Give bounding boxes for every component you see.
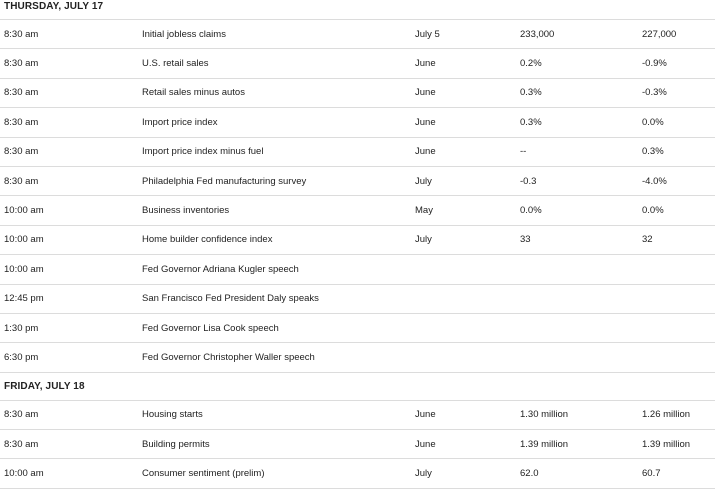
table-row <box>0 79 715 108</box>
forecast-cell: 0.3% <box>520 116 542 128</box>
time-cell: 8:30 am <box>4 175 39 187</box>
period-cell: June <box>415 146 436 158</box>
forecast-cell: 0.3% <box>520 87 542 99</box>
table-row <box>0 20 715 49</box>
table-row <box>0 108 715 137</box>
previous-cell: 60.7 <box>642 468 661 480</box>
table-row <box>0 49 715 78</box>
table-row <box>0 459 715 488</box>
event-cell: Initial jobless claims <box>142 28 226 40</box>
event-cell: Fed Governor Christopher Waller speech <box>142 351 315 363</box>
time-cell: 10:00 am <box>4 468 44 480</box>
table-row <box>0 226 715 255</box>
period-cell: July <box>415 234 432 246</box>
period-cell: June <box>415 409 436 421</box>
forecast-cell: 0.0% <box>520 205 542 217</box>
previous-cell: 0.0% <box>642 205 664 217</box>
previous-cell: 0.0% <box>642 116 664 128</box>
day-header: THURSDAY, JULY 17 <box>0 0 715 20</box>
event-cell: Retail sales minus autos <box>142 87 245 99</box>
event-cell: Import price index minus fuel <box>142 146 264 158</box>
event-cell: Business inventories <box>142 205 230 217</box>
time-cell: 8:30 am <box>4 87 39 99</box>
forecast-cell: 62.0 <box>520 468 539 480</box>
previous-cell: 1.26 million <box>642 409 691 421</box>
event-cell: Import price index <box>142 116 218 128</box>
forecast-cell: 33 <box>520 234 531 246</box>
time-cell: 8:30 am <box>4 58 39 70</box>
period-cell: July <box>415 175 432 187</box>
period-cell: June <box>415 116 436 128</box>
table-row <box>0 314 715 343</box>
forecast-cell: 1.30 million <box>520 409 569 421</box>
previous-cell: 0.3% <box>642 146 664 158</box>
previous-cell: 32 <box>642 234 653 246</box>
time-cell: 8:30 am <box>4 116 39 128</box>
day-header: FRIDAY, JULY 18 <box>0 373 715 401</box>
event-cell: Housing starts <box>142 409 203 421</box>
event-cell: Philadelphia Fed manufacturing survey <box>142 175 307 187</box>
previous-cell: 1.39 million <box>642 438 691 450</box>
event-cell: Building permits <box>142 438 210 450</box>
forecast-cell: 233,000 <box>520 28 555 40</box>
table-row <box>0 196 715 225</box>
event-cell: San Francisco Fed President Daly speaks <box>142 293 319 305</box>
period-cell: May <box>415 205 433 217</box>
event-cell: Consumer sentiment (prelim) <box>142 468 265 480</box>
period-cell: July <box>415 468 432 480</box>
time-cell: 6:30 pm <box>4 351 39 363</box>
event-cell: Home builder confidence index <box>142 234 273 246</box>
time-cell: 8:30 am <box>4 409 39 421</box>
forecast-cell: -0.3 <box>520 175 537 187</box>
table-row <box>0 285 715 314</box>
previous-cell: -4.0% <box>642 175 667 187</box>
previous-cell: -0.3% <box>642 87 667 99</box>
time-cell: 10:00 am <box>4 205 44 217</box>
table-row <box>0 255 715 284</box>
time-cell: 1:30 pm <box>4 322 39 334</box>
table-row <box>0 167 715 196</box>
period-cell: June <box>415 58 436 70</box>
table-row <box>0 138 715 167</box>
event-cell: Fed Governor Lisa Cook speech <box>142 322 279 334</box>
table-row <box>0 430 715 459</box>
table-row <box>0 343 715 372</box>
time-cell: 10:00 am <box>4 234 44 246</box>
forecast-cell: -- <box>520 146 527 158</box>
time-cell: 8:30 am <box>4 28 39 40</box>
forecast-cell: 0.2% <box>520 58 542 70</box>
event-cell: Fed Governor Adriana Kugler speech <box>142 263 299 275</box>
period-cell: June <box>415 438 436 450</box>
time-cell: 10:00 am <box>4 263 44 275</box>
event-cell: U.S. retail sales <box>142 58 209 70</box>
time-cell: 8:30 am <box>4 438 39 450</box>
period-cell: June <box>415 87 436 99</box>
previous-cell: 227,000 <box>642 28 677 40</box>
table-row <box>0 401 715 430</box>
time-cell: 8:30 am <box>4 146 39 158</box>
forecast-cell: 1.39 million <box>520 438 569 450</box>
period-cell: July 5 <box>415 28 440 40</box>
previous-cell: -0.9% <box>642 58 667 70</box>
time-cell: 12:45 pm <box>4 293 44 305</box>
